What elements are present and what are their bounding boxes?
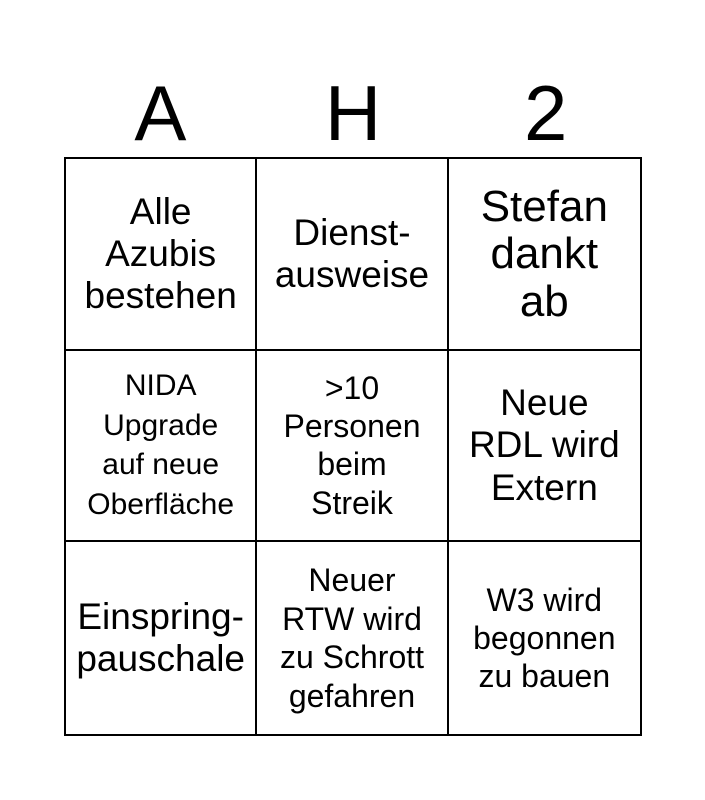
bingo-cell-1[interactable] <box>66 159 257 351</box>
header-letter-1: A <box>134 69 187 157</box>
cell-label: Neuer RTW wird zu Schrott gefahren <box>279 562 425 714</box>
cell-label: Alle Azubis bestehen <box>84 190 237 316</box>
cell-label: W3 wird begonnen zu bauen <box>473 581 616 695</box>
bingo-cell-8[interactable] <box>257 542 448 734</box>
bingo-cell-9[interactable] <box>449 542 640 734</box>
cell-label: >10 Personen beim Streik <box>283 369 421 521</box>
bingo-cell-3[interactable] <box>449 159 640 351</box>
bingo-cell-7[interactable] <box>66 542 257 734</box>
bingo-cell-5[interactable] <box>257 351 448 543</box>
bingo-header <box>64 70 642 156</box>
cell-label: Dienst- ausweise <box>274 211 430 295</box>
cell-label: Stefan dankt ab <box>480 181 608 326</box>
cell-label: NIDA Upgrade auf neue Oberfläche <box>87 369 235 522</box>
cell-label: Einspring- pauschale <box>76 595 245 680</box>
cell-label: Neue RDL wird Extern <box>468 382 620 508</box>
bingo-cell-2[interactable] <box>257 159 448 351</box>
header-letter-3: 2 <box>523 69 568 157</box>
bingo-cell-4[interactable] <box>66 351 257 543</box>
header-letter-2: H <box>324 69 382 157</box>
bingo-board <box>64 157 642 736</box>
bingo-cell-6[interactable] <box>449 351 640 543</box>
